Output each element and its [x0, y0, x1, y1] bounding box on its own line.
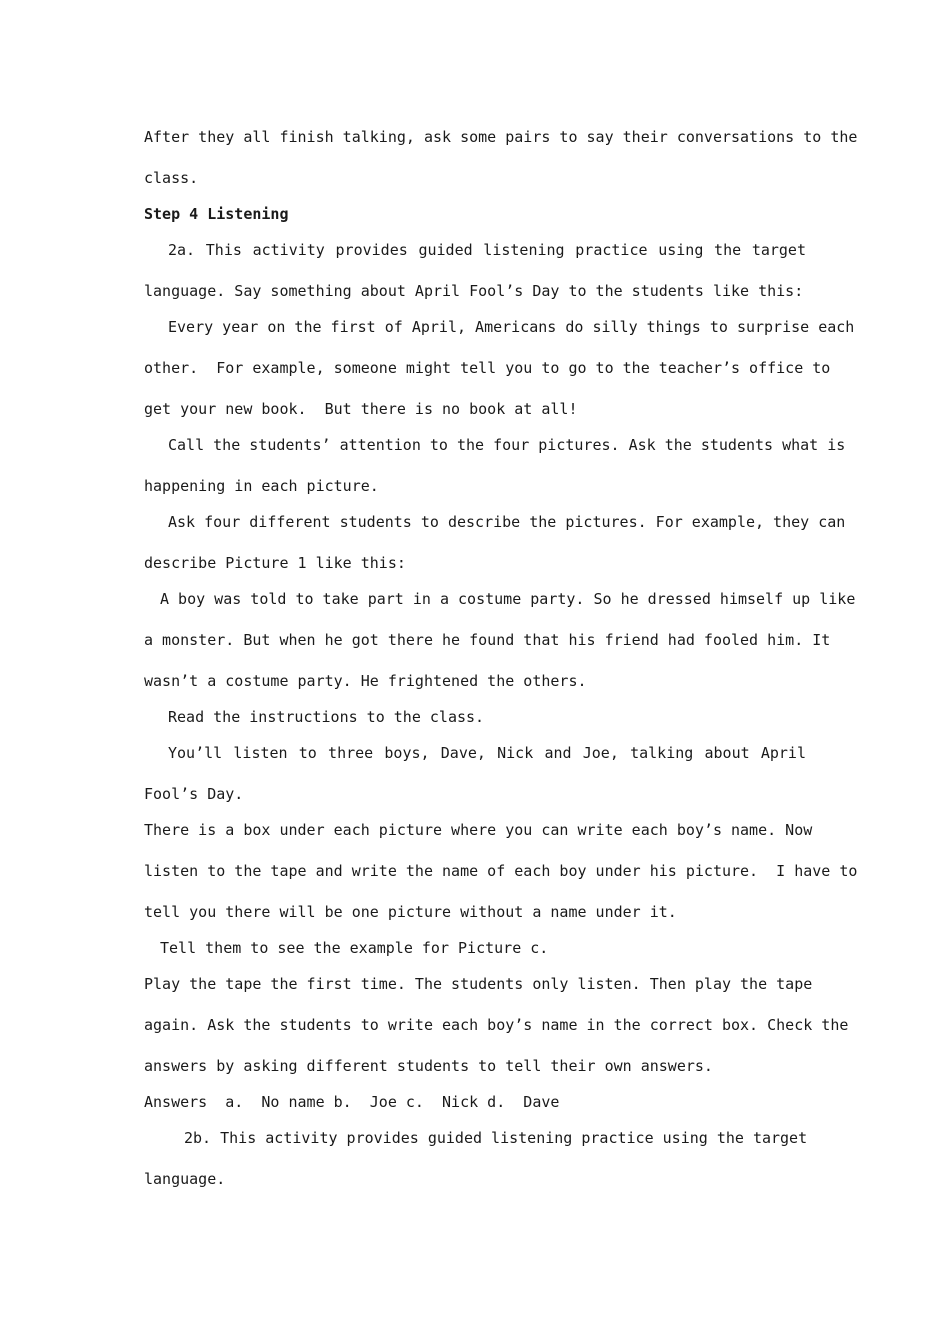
paragraph-line: tell you there will be one picture without a name under it.: [144, 903, 677, 921]
paragraph-line: Fool’s Day.: [144, 785, 244, 803]
paragraph-line: Read the instructions to the class.: [168, 708, 485, 726]
paragraph-line: language.: [144, 1170, 226, 1188]
paragraph-line: language. Say something about April Fool’s Day to the students like this:: [144, 282, 804, 300]
paragraph-line: get your new book. But there is no book at all!: [144, 400, 578, 418]
paragraph-line: Call the students’ attention to the four pictures. Ask the students what is: [168, 436, 846, 454]
paragraph-line: 2a. This activity provides guided listening practice using the target: [168, 241, 806, 259]
paragraph-line: You’ll listen to three boys, Dave, Nick and Joe, talking about April: [168, 744, 806, 762]
answers-line: Answers a. No name b. Joe c. Nick d. Dave: [144, 1093, 560, 1111]
paragraph-line: Every year on the first of April, Americans do silly things to surprise each: [168, 318, 855, 336]
paragraph-line: wasn’t a costume party. He frightened the others.: [144, 672, 587, 690]
paragraph-line: answers by asking different students to tell their own answers.: [144, 1057, 713, 1075]
paragraph-line: describe Picture 1 like this:: [144, 554, 406, 572]
paragraph-line: happening in each picture.: [144, 477, 379, 495]
paragraph-line: again. Ask the students to write each boy’s name in the correct box. Check the: [144, 1016, 849, 1034]
paragraph-line: Ask four different students to describe the pictures. For example, they can: [168, 513, 846, 531]
paragraph-line: Play the tape the first time. The students only listen. Then play the tape: [144, 975, 813, 993]
paragraph-line: class.: [144, 169, 199, 187]
paragraph-line: A boy was told to take part in a costume party. So he dressed himself up like: [160, 590, 856, 608]
paragraph-line: Tell them to see the example for Picture c.: [160, 939, 549, 957]
paragraph-line: 2b. This activity provides guided listening practice using the target: [184, 1129, 808, 1147]
paragraph-line: After they all finish talking, ask some pairs to say their conversations to the: [144, 128, 858, 146]
paragraph-line: a monster. But when he got there he found that his friend had fooled him. It: [144, 631, 831, 649]
section-heading: Step 4 Listening: [144, 205, 289, 223]
paragraph-line: There is a box under each picture where you can write each boy’s name. Now: [144, 821, 813, 839]
paragraph-line: listen to the tape and write the name of each boy under his picture. I have to: [144, 862, 858, 880]
paragraph-line: other. For example, someone might tell you to go to the teacher’s office to: [144, 359, 831, 377]
